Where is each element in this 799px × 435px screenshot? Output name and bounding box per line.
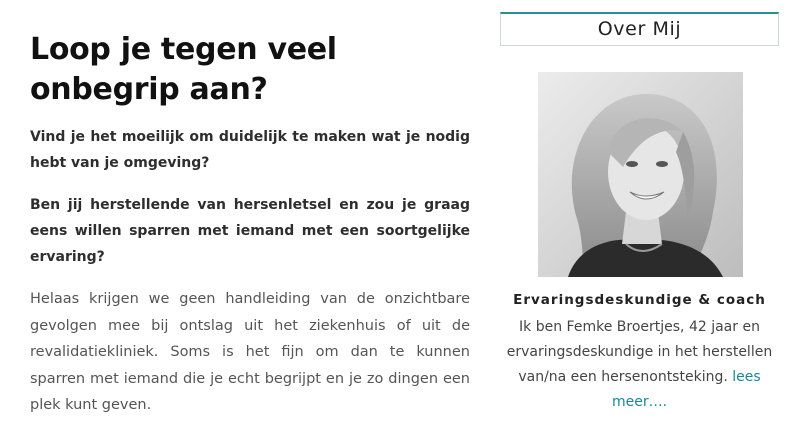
widget-title: Over Mij xyxy=(500,12,779,46)
title-line-2: onbegrip aan? xyxy=(30,72,268,107)
intro-paragraph-2: Ben jij herstellende van hersenletsel en zou je graag eens willen sparren met iemand met een soortgelijke ervaring? xyxy=(30,197,470,265)
main-content xyxy=(30,30,470,435)
bio-text xyxy=(500,315,779,415)
role-heading: Ervaringsdeskundige & coach xyxy=(513,292,766,308)
bio-description: Ik ben Femke Broertjes, 42 jaar en ervaringsdeskundige in het herstellen van/na een hersenontsteking. xyxy=(506,319,773,385)
title-line-1: Loop je tegen veel xyxy=(30,32,337,67)
profile-photo xyxy=(538,72,743,277)
sidebar-about-widget xyxy=(500,12,779,410)
page-title xyxy=(30,30,470,110)
read-more-link[interactable]: lees meer…. xyxy=(611,369,761,410)
portrait-image xyxy=(538,72,743,277)
body-paragraph: Helaas krijgen we geen handleiding van de onzichtbare gevolgen mee bij ontslag uit het ziekenhuis of uit de revalidatiekliniek. Soms is het fijn om dan te kunnen sparren met iemand die je echt begrijpt en je zo dingen een plek kunt geven. xyxy=(30,291,470,413)
intro-paragraph-1: Vind je het moeilijk om duidelijk te maken wat je nodig hebt van je omgeving? xyxy=(30,129,470,171)
